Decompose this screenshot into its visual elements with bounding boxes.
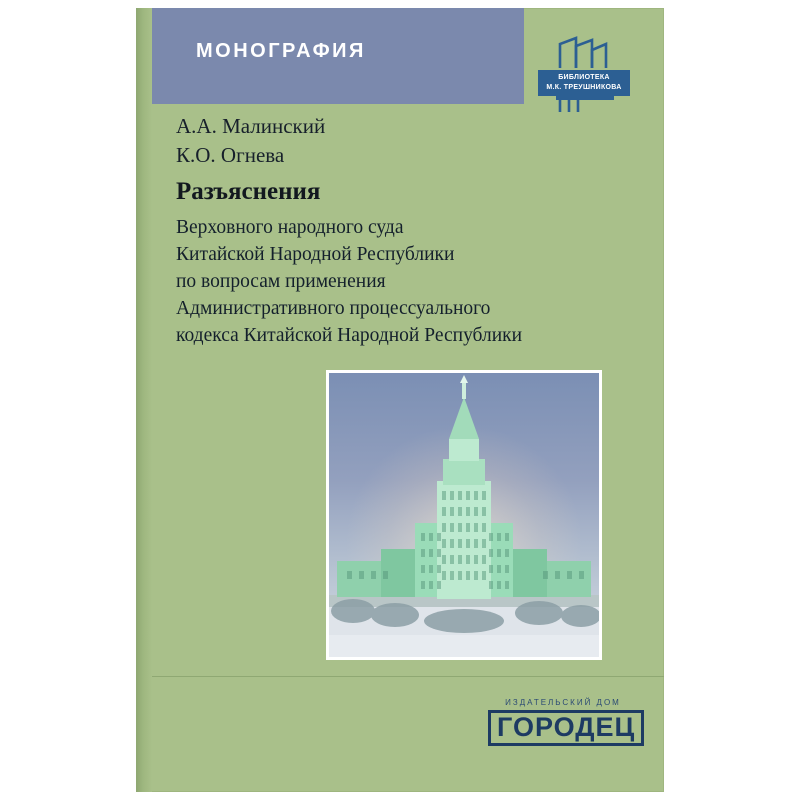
publisher-top-line: ИЗДАТЕЛЬСКИЙ ДОМ <box>505 698 621 707</box>
book-cover <box>136 8 664 792</box>
title-line-2: Китайской Народной Республики <box>176 244 455 265</box>
publisher-name: ГОРОДЕЦ <box>488 710 644 746</box>
title-main: Разъяснения <box>176 178 321 205</box>
title-line-1: Верховного народного суда <box>176 217 404 238</box>
cover-spine-shading <box>136 8 152 792</box>
author-name-2: К.О. Огнева <box>176 143 285 167</box>
series-ribbon-line1: БИБЛИОТЕКА <box>558 74 610 81</box>
monograph-label: МОНОГРАФИЯ <box>196 40 366 62</box>
authors-block <box>176 112 325 170</box>
series-ribbon-line2: М.К. ТРЕУШНИКОВА <box>546 84 622 91</box>
title-subtitle <box>176 214 636 349</box>
msu-building-illustration <box>329 373 599 657</box>
title-line-3: по вопросам применения <box>176 271 386 292</box>
title-line-4: Административного процессуального <box>176 298 491 319</box>
series-ribbon <box>538 70 630 96</box>
cover-photo <box>326 370 602 660</box>
monograph-banner <box>152 8 524 104</box>
cover-divider <box>152 676 664 677</box>
author-name-1: А.А. Малинский <box>176 114 326 138</box>
publisher-mark <box>488 698 638 746</box>
title-line-5: кодекса Китайской Народной Республики <box>176 325 523 346</box>
series-logo <box>530 34 636 120</box>
